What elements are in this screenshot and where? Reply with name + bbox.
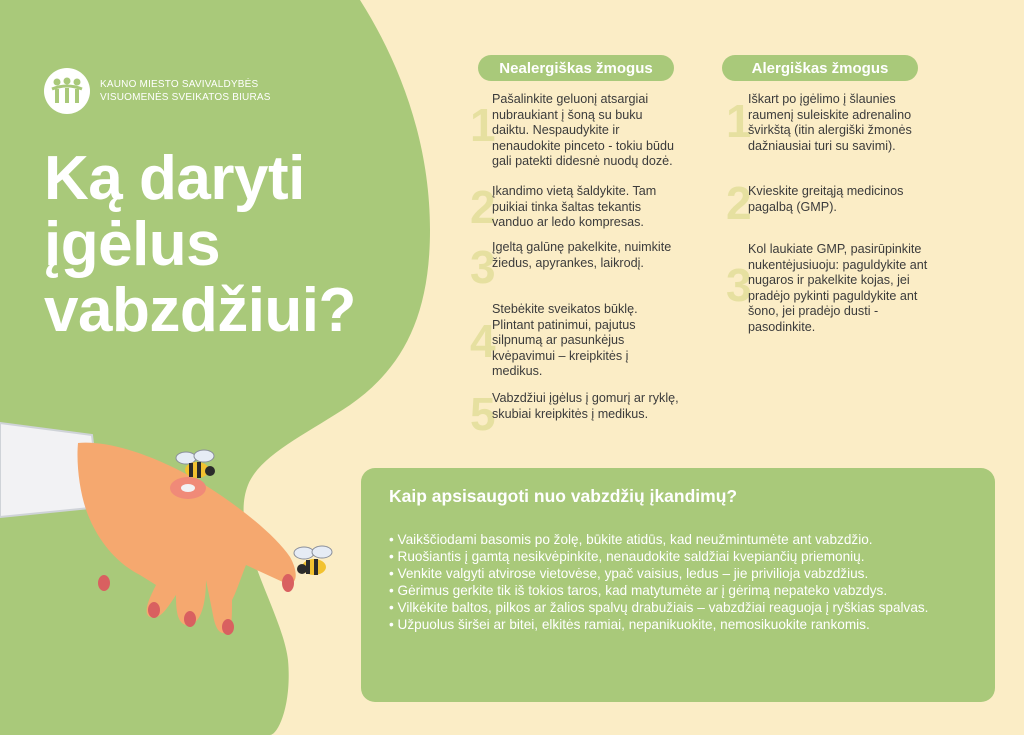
tips-title: Kaip apsisaugoti nuo vabzdžių įkandimų? bbox=[389, 486, 738, 506]
list-item: • Venkite valgyti atvirose vietovėse, ypač vaisius, ledus – jie privilioja vabzdžius. bbox=[389, 566, 869, 581]
list-item: • Gėrimus gerkite tik iš tokios taros, kad matytumėte ar į gėrimą nepateko vabzdys. bbox=[389, 583, 888, 598]
list-item: • Vilkėkite baltos, pilkos ar žalios spalvų drabužiais – vabzdžiai reaguoja į ryškias spalvas. bbox=[389, 600, 929, 615]
main-title: Ką daryti įgėlus vabzdžiui? bbox=[44, 144, 356, 345]
list-item: • Užpuolus širšei ar bitei, elkitės ramiai, nepanikuokite, nemosikuokite rankomis. bbox=[389, 617, 870, 632]
organization-name: KAUNO MIESTO SAVIVALDYBĖS VISUOMENĖS SVEIKATOS BIURAS bbox=[100, 79, 271, 103]
prevention-tips-box bbox=[361, 468, 995, 702]
bee-icon bbox=[172, 448, 222, 488]
list-item: • Vaikščiodami basomis po žolę, būkite atidūs, kad neužmintumėte ant vabzdžio. bbox=[389, 532, 873, 547]
list-item: • Ruošiantis į gamtą nesikvėpinkite, nenaudokite saldžiai kvepiančių priemonių. bbox=[389, 549, 865, 564]
organization-logo bbox=[44, 68, 271, 114]
nonallergic-heading: Nealergiškas žmogus bbox=[478, 55, 674, 81]
tips-list bbox=[389, 531, 967, 633]
allergic-heading: Alergiškas žmogus bbox=[722, 55, 918, 81]
bee-icon bbox=[290, 543, 340, 585]
people-icon bbox=[44, 68, 90, 114]
